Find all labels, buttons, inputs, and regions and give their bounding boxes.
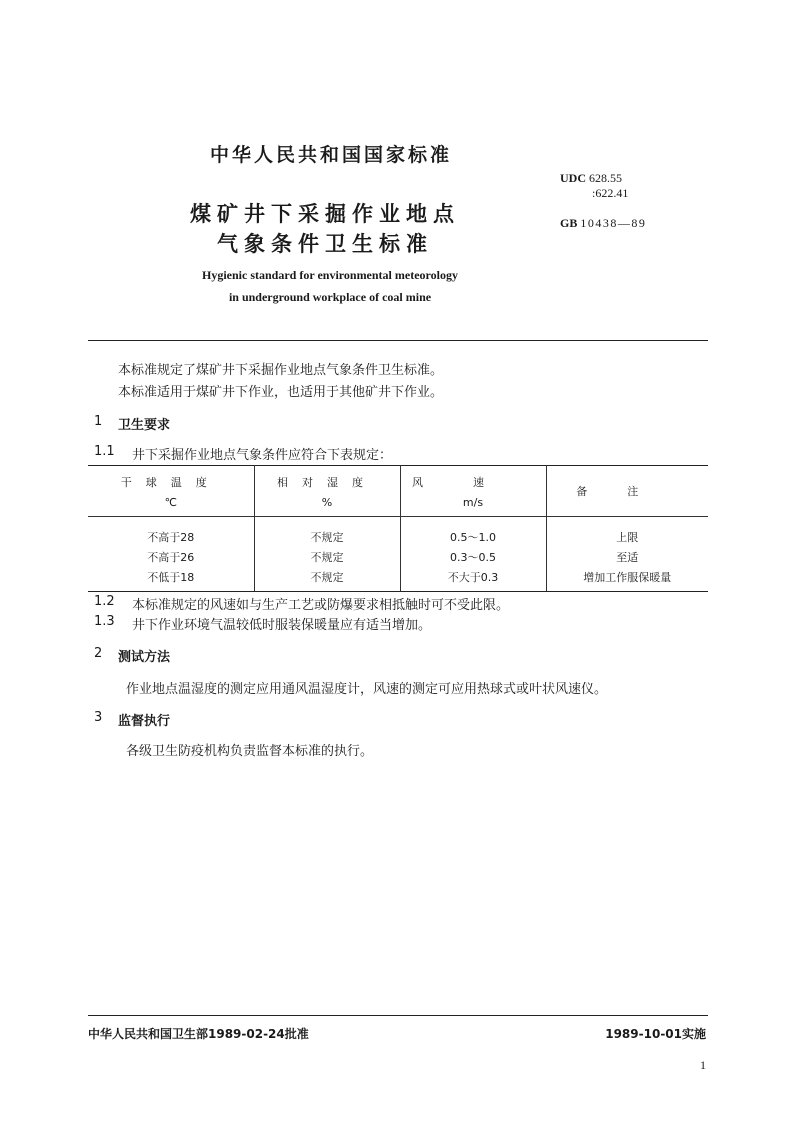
table-cell: 不规定 (254, 517, 400, 548)
header-wind-speed: 风速 m/s (400, 466, 546, 517)
section3-title: 监督执行 (118, 714, 171, 729)
header-dry-bulb-temp: 干球温度 ℃ (88, 466, 254, 517)
meteorology-table (88, 465, 708, 592)
clause-1-1-number: 1.1 (94, 444, 115, 459)
table-cell: 0.5～1.0 (400, 517, 546, 548)
effective-date: 1989-10-01实施 (605, 1027, 706, 1041)
udc-code (560, 171, 622, 186)
table-cell: 至适 (616, 551, 639, 564)
clause-1-3-text: 井下作业环境气温较低时服装保暖量应有适当增加。 (132, 618, 432, 633)
table-row (88, 517, 708, 548)
table-cell: 0.3～0.5 (400, 547, 546, 567)
clause-1-1-text: 井下采掘作业地点气象条件应符合下表规定： (132, 448, 393, 463)
table-cell: 不规定 (254, 567, 400, 592)
header-remarks: 备注 (546, 466, 708, 517)
udc-value-2: :622.41 (592, 186, 629, 200)
clause-1-3-number: 1.3 (94, 614, 115, 629)
clause-1-2-number: 1.2 (94, 594, 115, 609)
section1-title: 卫生要求 (118, 418, 171, 433)
header-relative-humidity: 相对湿度 % (254, 466, 400, 517)
table-cell: 上限 (616, 531, 639, 544)
section2-number: 2 (94, 646, 103, 661)
standard-title-line2: 气象条件卫生标准 (217, 232, 433, 256)
page-number: 1 (700, 1058, 706, 1072)
table-header-row (88, 466, 708, 517)
table-cell: 不低于18 (88, 567, 254, 592)
standard-title-line1: 煤矿井下采掘作业地点 (190, 202, 460, 226)
table-cell: 增加工作服保暖量 (546, 567, 708, 592)
table-row (88, 567, 708, 592)
table-row (88, 547, 708, 567)
udc-value-1: 628.55 (589, 171, 622, 185)
header-rule (88, 340, 708, 341)
gb-label: GB (560, 216, 578, 230)
approval-info: 中华人民共和国卫生部1989-02-24批准 (88, 1027, 309, 1041)
intro-line1: 本标准规定了煤矿井下采掘作业地点气象条件卫生标准。 (118, 363, 444, 378)
section2-text: 作业地点温湿度的测定应用通风温湿度计，风速的测定可应用热球式或叶状风速仪。 (126, 682, 608, 697)
section2-title: 测试方法 (118, 650, 171, 665)
table-cell: 不大于0.3 (400, 567, 546, 592)
gb-code (560, 216, 646, 231)
english-title-line2: in underground workplace of coal mine (228, 290, 432, 304)
table-cell: 不高于26 (88, 547, 254, 567)
table-cell: 不高于28 (88, 517, 254, 548)
english-title-line1: Hygienic standard for environmental meteorology (202, 268, 458, 282)
section3-text: 各级卫生防疫机构负责监督本标准的执行。 (126, 744, 374, 759)
national-standard-title: 中华人民共和国国家标准 (209, 144, 452, 166)
intro-line2: 本标准适用于煤矿井下作业，也适用于其他矿井下作业。 (118, 385, 444, 400)
clause-1-2-text: 本标准规定的风速如与生产工艺或防爆要求相抵触时可不受此限。 (132, 598, 510, 613)
section1-number: 1 (94, 414, 103, 429)
table-cell: 不规定 (254, 547, 400, 567)
gb-value: 10438—89 (580, 216, 647, 230)
udc-label: UDC (560, 171, 586, 185)
section3-number: 3 (94, 710, 103, 725)
footer-rule (88, 1015, 708, 1016)
